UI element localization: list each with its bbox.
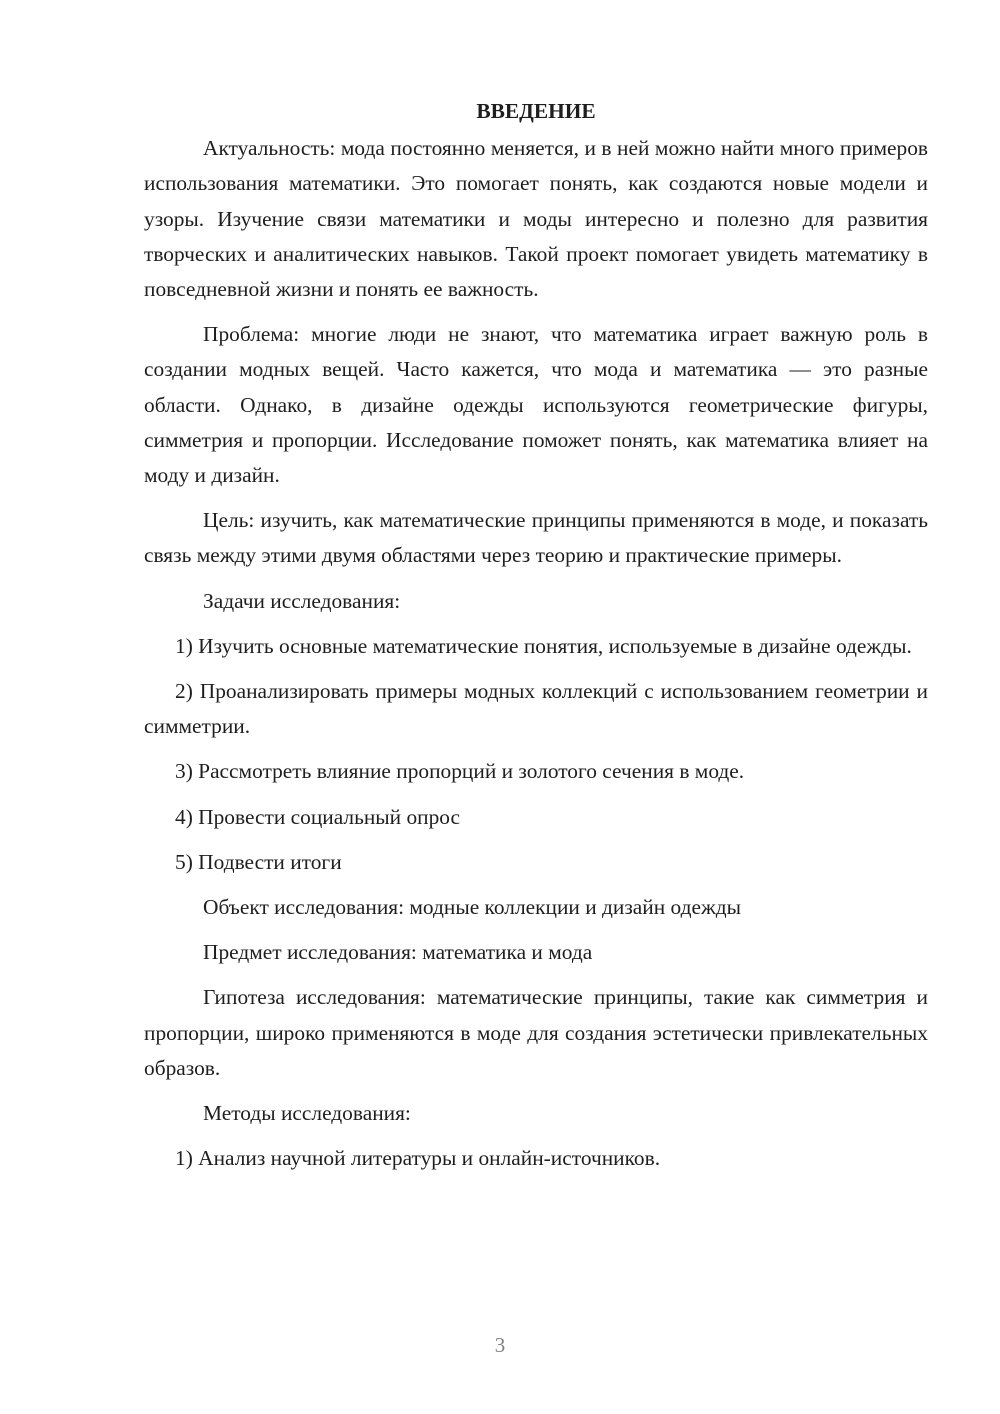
problem-paragraph: Проблема: многие люди не знают, что математика играет важную роль в создании модных вещей. Часто кажется, что мода и математика — это разные области. Однако, в дизайне одежды используются геометрические фигуры, симметрия и пропорции. Исследование поможет понять, как математика влияет на моду и дизайн. bbox=[144, 322, 928, 488]
relevance-paragraph: Актуальность: мода постоянно меняется, и в ней можно найти много примеров использования математики. Это помогает понять, как создаются новые модели и узоры. Изучение связи математики и моды интересно и полезно для развития творческих и аналитических навыков. Такой проект помогает увидеть математику в повседневной жизни и понять ее важность. bbox=[144, 136, 928, 302]
page-number: 3 bbox=[494, 1333, 506, 1357]
task-item: 2) Проанализировать примеры модных коллекций с использованием геометрии и симметрии. bbox=[144, 679, 928, 739]
research-subject: Предмет исследования: математика и мода bbox=[203, 940, 593, 965]
page-content bbox=[144, 94, 928, 1186]
hypothesis-paragraph: Гипотеза исследования: математические принципы, такие как симметрия и пропорции, широко применяются в моде для создания эстетически привлекательных образов. bbox=[144, 985, 928, 1080]
goal-paragraph: Цель: изучить, как математические принципы применяются в моде, и показать связь между этими двумя областями через теорию и практические примеры. bbox=[144, 508, 928, 568]
task-item: 5) Подвести итоги bbox=[175, 849, 342, 874]
task-item: 3) Рассмотреть влияние пропорций и золотого сечения в моде. bbox=[175, 759, 745, 784]
task-item: 4) Провести социальный опрос bbox=[175, 804, 461, 829]
section-title: ВВЕДЕНИЕ bbox=[476, 99, 596, 123]
tasks-heading: Задачи исследования: bbox=[203, 588, 401, 613]
method-item: 1) Анализ научной литературы и онлайн-источников. bbox=[175, 1146, 661, 1171]
research-object: Объект исследования: модные коллекции и дизайн одежды bbox=[203, 895, 742, 920]
methods-heading: Методы исследования: bbox=[203, 1101, 411, 1126]
task-item: 1) Изучить основные математические понятия, используемые в дизайне одежды. bbox=[175, 633, 912, 658]
